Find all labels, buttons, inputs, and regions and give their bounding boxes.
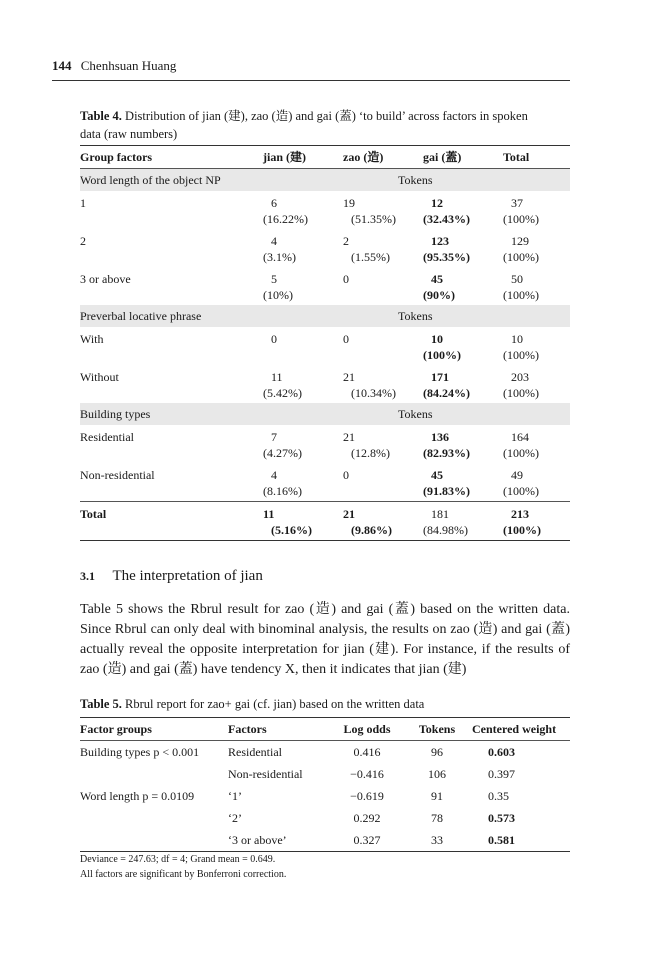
table5-notes [80, 852, 286, 882]
row-label: Without [80, 370, 119, 384]
table4-header: gai (蓋) [423, 150, 462, 164]
body-paragraph: Table 5 shows the Rbrul result for zao (造) and gai (蓋) based on the written data. Since Rbrul can only deal with binominal analysis, the results on zao (造) and gai (蓋) actually reveal the opposite interpretation for jian (建). For instance, if the results of zao (造) and gai (蓋) have tendency X, then it indicates that jian (建) [80, 602, 570, 677]
tokens-label: Tokens [398, 407, 433, 421]
group-label: Preverbal locative phrase [80, 309, 202, 323]
section-number: 3.1 [80, 569, 95, 583]
table4-row [80, 267, 570, 305]
cell-gai: 45 (91.83%) [423, 468, 470, 498]
table5-header: Centered weight [472, 722, 557, 736]
tokens: 78 [431, 811, 443, 825]
factor: Residential [228, 745, 282, 759]
cell-zao: 21 (12.8%) [343, 430, 390, 460]
factor: ‘2’ [228, 811, 242, 825]
running-head [52, 58, 570, 81]
table4-row [80, 463, 570, 501]
table5-row [80, 829, 570, 851]
table5-note: All factors are significant by Bonferroni correction. [80, 869, 287, 880]
cell-zao: 0 [343, 332, 349, 346]
cell-gai: 45 (90%) [423, 272, 455, 302]
table5-caption-text: Rbrul report for zao+ gai (cf. jian) based on the written data [125, 697, 425, 711]
row-label: 3 or above [80, 272, 131, 286]
cell-total: 49 (100%) [503, 468, 539, 498]
table5-header: Log odds [343, 722, 391, 736]
tokens-label: Tokens [398, 309, 433, 323]
log-odds: 0.292 [353, 811, 381, 825]
group-label: Word length of the object NP [80, 173, 221, 187]
factor: Non-residential [228, 767, 303, 781]
table5-row [80, 741, 570, 763]
table4-group-band [80, 169, 570, 191]
row-label: Residential [80, 430, 134, 444]
factor: ‘1’ [228, 789, 242, 803]
tokens: 106 [428, 767, 446, 781]
total-gai: 181 (84.98%) [423, 507, 468, 537]
cell-total: 203 (100%) [503, 370, 539, 400]
cell-zao: 0 [343, 468, 349, 482]
table4-row [80, 425, 570, 463]
cell-jian: 7 (4.27%) [263, 430, 302, 460]
cell-total: 129 (100%) [503, 234, 539, 264]
section-title: The interpretation of jian [112, 568, 263, 584]
total-total: 213 (100%) [503, 507, 541, 537]
cell-jian: 6 (16.22%) [263, 196, 308, 226]
total-label: Total [80, 507, 107, 521]
table4-row [80, 365, 570, 403]
table4-group-band [80, 305, 570, 327]
table5-note: Deviance = 247.63; df = 4; Grand mean = 0.649. [80, 854, 276, 865]
table5-body [80, 741, 570, 851]
log-odds: 0.416 [353, 745, 381, 759]
table5-row [80, 785, 570, 807]
author-name: Chenhsuan Huang [80, 58, 177, 73]
table4-header: jian (建) [263, 150, 306, 164]
centered-weight: 0.603 [488, 745, 515, 759]
row-label: 1 [80, 196, 86, 210]
cell-zao: 21 (10.34%) [343, 370, 396, 400]
total-jian: 11 (5.16%) [263, 507, 312, 537]
table5-header-row [80, 718, 570, 740]
cell-zao: 0 [343, 272, 349, 286]
cell-gai: 12 (32.43%) [423, 196, 470, 226]
centered-weight: 0.581 [488, 833, 515, 847]
table5-caption [80, 695, 570, 713]
tokens: 91 [431, 789, 443, 803]
table4-caption-line1: Distribution of jian (建), zao (造) and gai (蓋) ‘to build’ across factors in spoken [125, 109, 528, 123]
table4-caption-line2: data (raw numbers) [80, 127, 178, 141]
table4-caption-label: Table 4. [80, 109, 122, 123]
factor: ‘3 or above’ [228, 833, 287, 847]
factor-group [80, 807, 228, 829]
tokens: 96 [431, 745, 443, 759]
log-odds: −0.619 [350, 789, 384, 803]
cell-total: 37 (100%) [503, 196, 539, 226]
cell-gai: 136 (82.93%) [423, 430, 470, 460]
tokens: 33 [431, 833, 443, 847]
table5-row [80, 763, 570, 785]
table5-header: Factors [228, 722, 267, 736]
factor-group [80, 829, 228, 851]
total-zao: 21 (9.86%) [343, 507, 392, 537]
log-odds: 0.327 [353, 833, 381, 847]
table5-row [80, 807, 570, 829]
tokens-label: Tokens [398, 173, 433, 187]
factor-group [80, 763, 228, 785]
centered-weight: 0.397 [488, 767, 515, 781]
cell-zao: 2 (1.55%) [343, 234, 390, 264]
cell-jian: 5 (10%) [263, 272, 293, 302]
table5-caption-label: Table 5. [80, 697, 122, 711]
table4-caption [80, 107, 570, 143]
group-label: Building types [80, 407, 151, 421]
factor-group: Word length p = 0.0109 [80, 789, 195, 803]
row-label: 2 [80, 234, 86, 248]
table4-header: zao (造) [343, 150, 384, 164]
cell-total: 50 (100%) [503, 272, 539, 302]
table4-body [80, 169, 570, 501]
table4-row [80, 191, 570, 229]
cell-gai: 10 (100%) [423, 332, 461, 362]
table4-header: Total [503, 150, 530, 164]
cell-total: 164 (100%) [503, 430, 539, 460]
centered-weight: 0.573 [488, 811, 515, 825]
cell-jian: 11 (5.42%) [263, 370, 302, 400]
table4-row [80, 229, 570, 267]
centered-weight: 0.35 [488, 789, 509, 803]
cell-gai: 171 (84.24%) [423, 370, 470, 400]
cell-total: 10 (100%) [503, 332, 539, 362]
factor-group: Building types p < 0.001 [80, 745, 200, 759]
table5-header: Tokens [418, 722, 456, 736]
table4-group-band [80, 403, 570, 425]
cell-gai: 123 (95.35%) [423, 234, 470, 264]
cell-jian: 4 (3.1%) [263, 234, 296, 264]
row-label: With [80, 332, 104, 346]
table5 [80, 717, 570, 852]
page-number: 144 [52, 58, 72, 73]
table5-header: Factor groups [80, 722, 152, 736]
cell-zao: 19 (51.35%) [343, 196, 396, 226]
log-odds: −0.416 [350, 767, 384, 781]
row-label: Non-residential [80, 468, 155, 482]
table4-total-row [80, 502, 570, 540]
table4-header: Group factors [80, 150, 153, 164]
section-heading [80, 568, 263, 585]
table4 [80, 145, 570, 541]
table4-row [80, 327, 570, 365]
table4-header-row [80, 146, 570, 168]
cell-jian: 4 (8.16%) [263, 468, 302, 498]
cell-jian: 0 [271, 332, 277, 346]
